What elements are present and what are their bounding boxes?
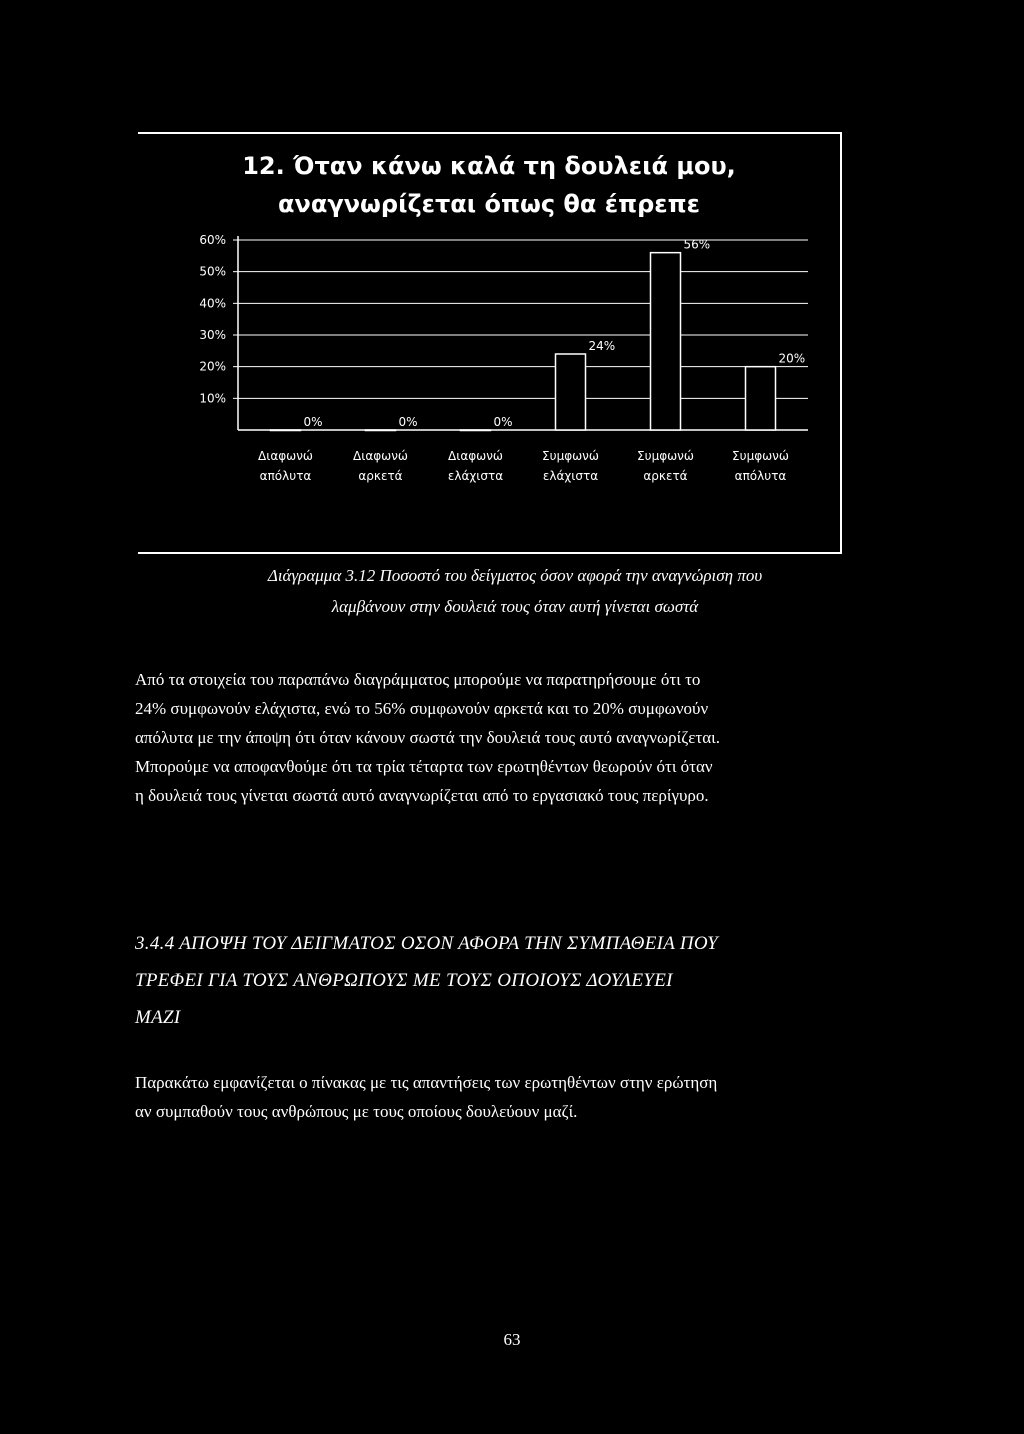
y-tick-label: 40% (199, 296, 226, 311)
data-label: 0% (303, 415, 323, 429)
heading-line: 3.4.4 ΑΠΟΨΗ ΤΟΥ ΔΕΙΓΜΑΤΟΣ ΟΣΟΝ ΑΦΟΡΑ ΤΗΝ ΣΥΜΠΑΘΕΙΑ ΠΟΥ (135, 933, 718, 954)
page-number: 63 (503, 1330, 521, 1349)
bar (366, 430, 396, 431)
category-label: αρκετά (358, 469, 403, 483)
chart-title: 12. Όταν κάνω καλά τη δουλειά μου, (242, 152, 736, 180)
y-tick-label: 60% (199, 233, 226, 247)
bar (746, 367, 776, 430)
category-label: ελάχιστα (447, 469, 504, 483)
bar (461, 430, 491, 431)
data-label: 0% (493, 415, 513, 429)
paragraph-2 (135, 1068, 841, 1126)
y-tick-label: 50% (199, 264, 226, 279)
category-label: αρκετά (643, 469, 688, 483)
caption-line: Διάγραμμα 3.12 Ποσοστό του δείγματος όσον αφορά την αναγνώριση που (267, 566, 763, 585)
figure-caption (175, 560, 855, 622)
category-label: Συμφωνώ (637, 449, 694, 463)
y-tick-label: 30% (199, 328, 226, 342)
paragraph-1 (135, 665, 841, 810)
category-label: απόλυτα (259, 469, 312, 483)
bar-chart (138, 134, 840, 552)
section-heading (135, 925, 841, 1036)
bar (651, 253, 681, 430)
data-label: 56% (683, 237, 711, 252)
data-label: 0% (398, 415, 418, 429)
paragraph-line: απόλυτα με την άποψη ότι όταν κάνουν σωστά την δουλειά τους αυτό αναγνωρίζεται. (135, 728, 720, 747)
data-label: 20% (778, 351, 806, 366)
paragraph-line: Παρακάτω εμφανίζεται ο πίνακας με τις απαντήσεις των ερωτηθέντων στην ερώτηση (135, 1073, 718, 1092)
category-label: απόλυτα (734, 469, 787, 483)
category-label: Διαφωνώ (353, 449, 408, 463)
category-label: Συμφωνώ (542, 449, 599, 463)
category-label: Διαφωνώ (448, 449, 503, 463)
paragraph-line: 24% συμφωνούν ελάχιστα, ενώ το 56% συμφωνούν αρκετά και το 20% συμφωνούν (135, 699, 709, 718)
heading-line: ΤΡΕΦΕΙ ΓΙΑ ΤΟΥΣ ΑΝΘΡΩΠΟΥΣ ΜΕ ΤΟΥΣ ΟΠΟΙΟΥΣ ΔΟΥΛΕΥΕΙ (135, 970, 673, 991)
bar (271, 430, 301, 431)
paragraph-line: αν συμπαθούν τους ανθρώπους με τους οποίους δουλεύουν μαζί. (135, 1102, 578, 1121)
category-label: ελάχιστα (542, 469, 599, 483)
caption-line: λαμβάνουν στην δουλειά τους όταν αυτή γίνεται σωστά (331, 597, 699, 616)
y-tick-label: 10% (199, 391, 226, 406)
category-label: Διαφωνώ (258, 449, 313, 463)
category-label: Συμφωνώ (732, 449, 789, 463)
paragraph-line: Από τα στοιχεία του παραπάνω διαγράμματος μπορούμε να παρατηρήσουμε ότι το (135, 670, 701, 689)
chart-title: αναγνωρίζεται όπως θα έπρεπε (278, 190, 700, 218)
paragraph-line: η δουλειά τους γίνεται σωστά αυτό αναγνωρίζεται από το εργασιακό τους περίγυρο. (135, 786, 709, 805)
chart-frame (138, 132, 842, 554)
paragraph-line: Μπορούμε να αποφανθούμε ότι τα τρία τέταρτα των ερωτηθέντων θεωρούν ότι όταν (135, 757, 713, 776)
y-tick-label: 20% (199, 359, 226, 374)
bar (556, 354, 586, 430)
data-label: 24% (588, 339, 616, 353)
heading-line: ΜΑΖΙ (135, 1007, 181, 1028)
